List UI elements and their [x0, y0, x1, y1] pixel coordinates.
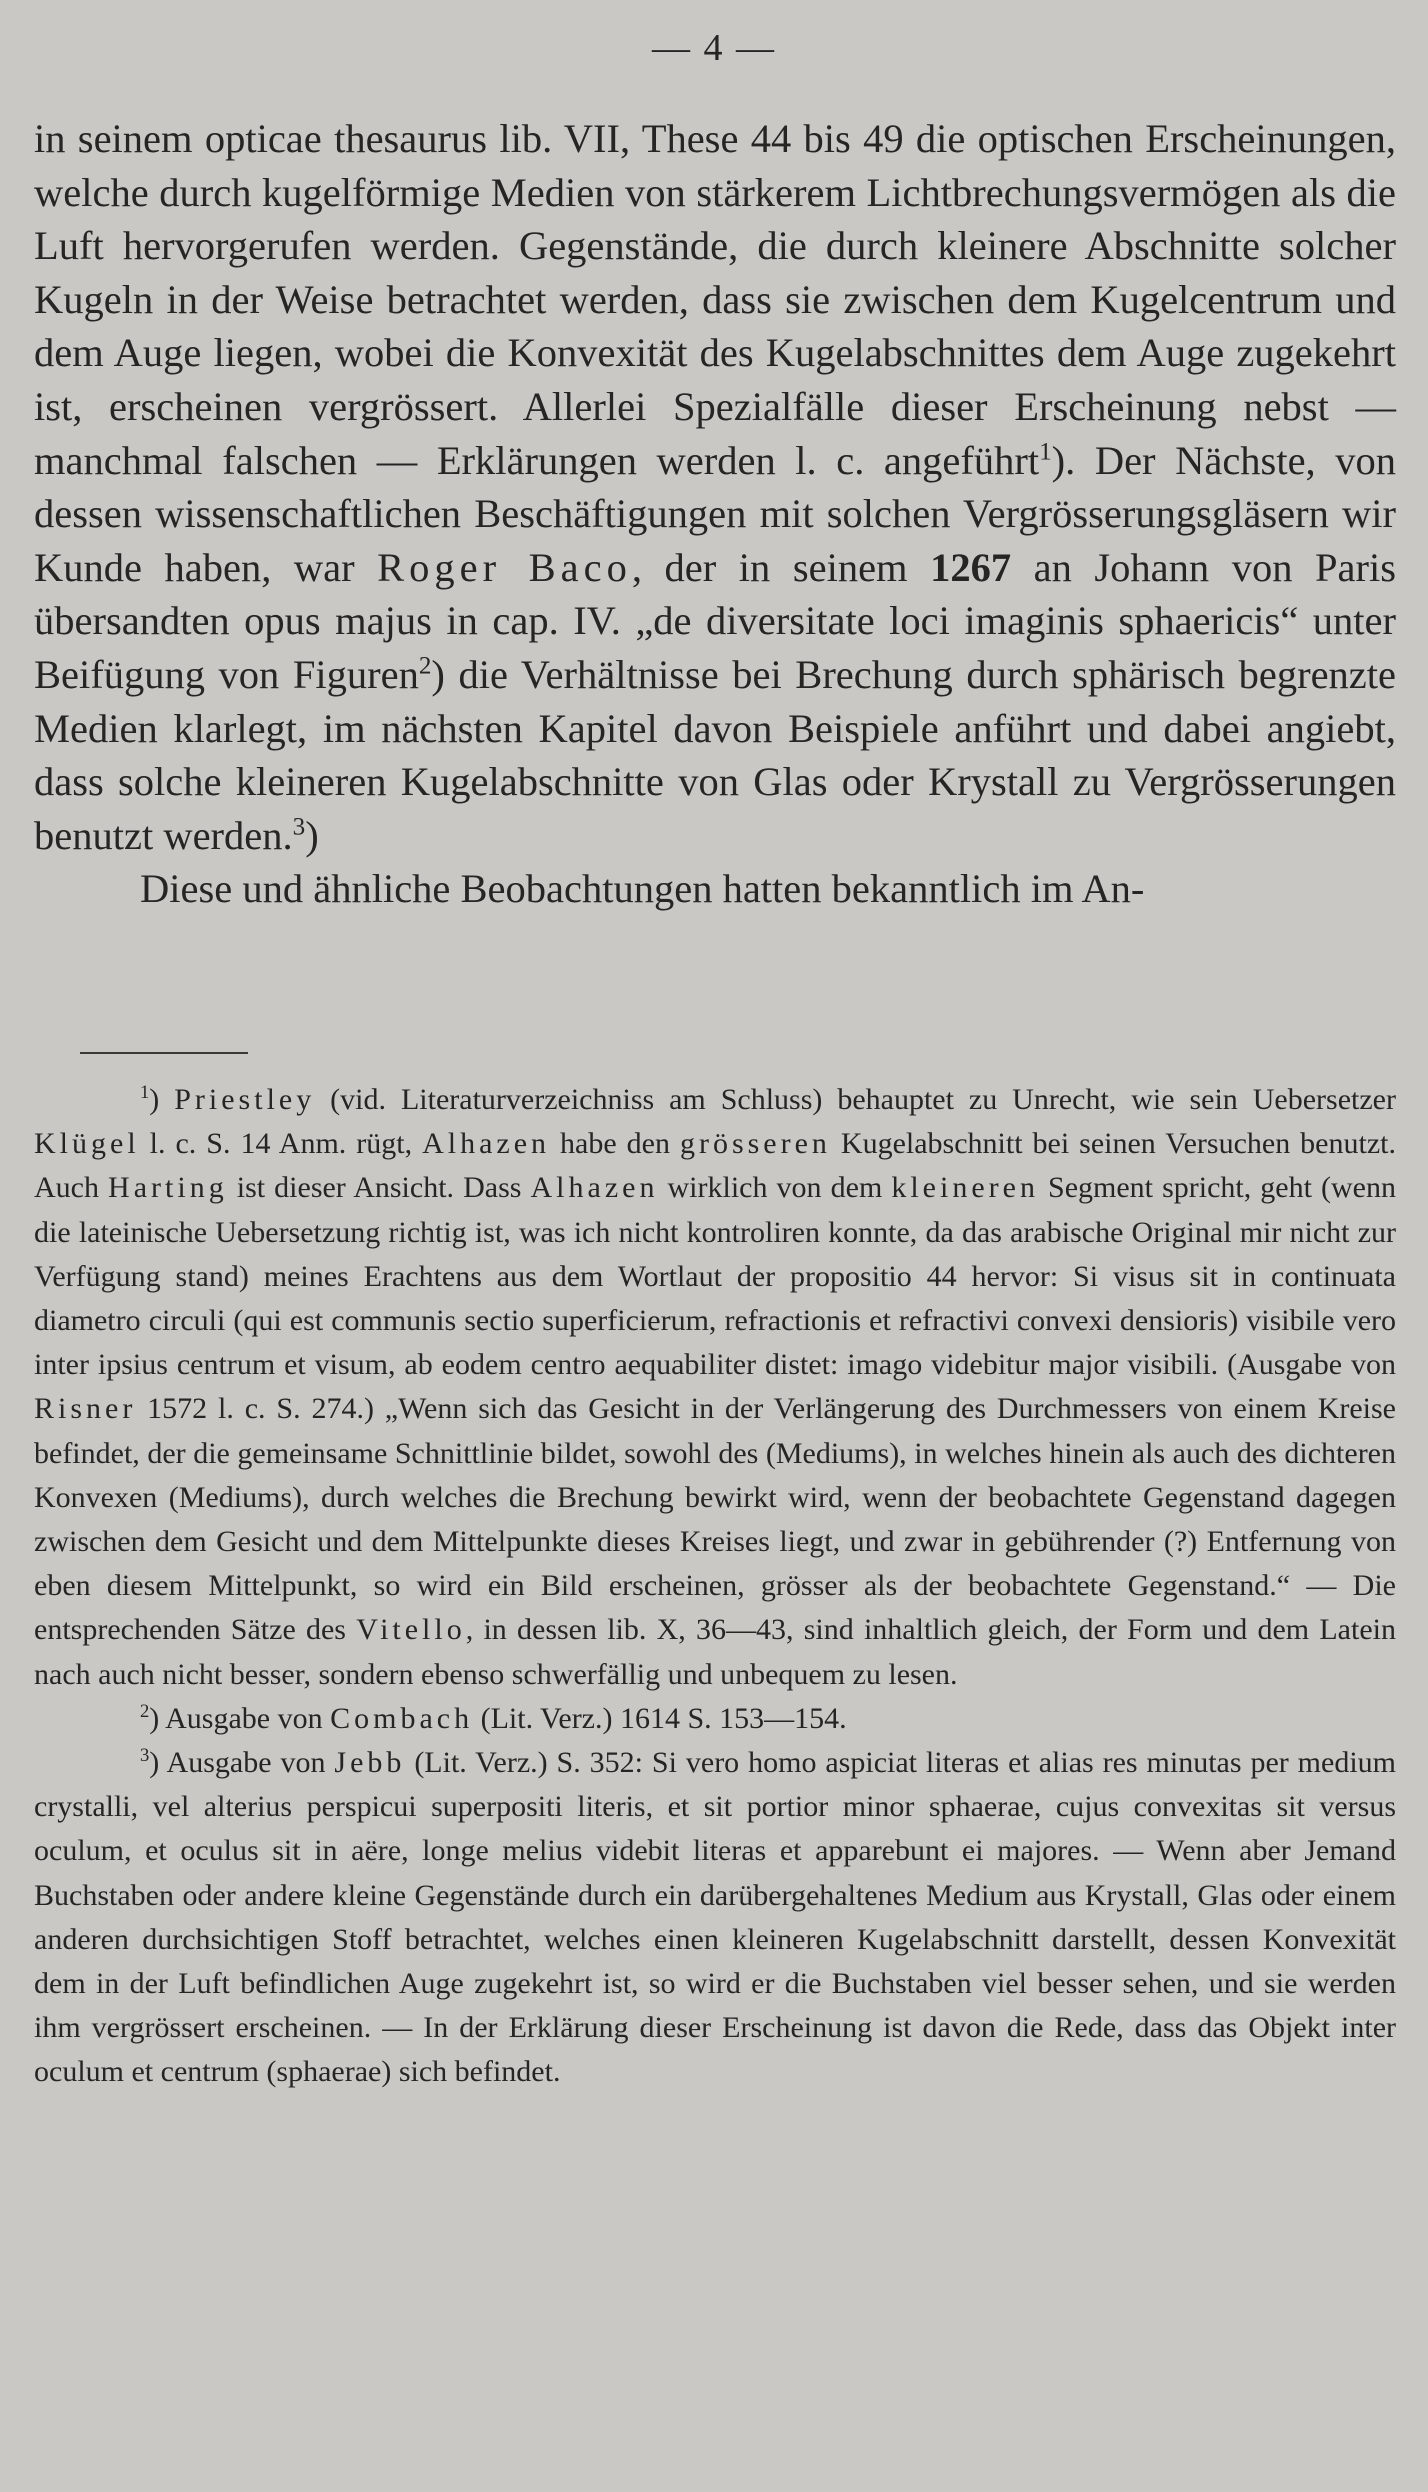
footnote-1-text-b: (vid. Literaturverzeichniss am Schluss) behauptet zu Unrecht, wie sein Uebersetzer [315, 1083, 1396, 1116]
footnote-3-text-a: ) Ausgabe von [149, 1746, 335, 1780]
word-groesseren: grösseren [679, 1127, 831, 1161]
footnote-1-text-g: wirklich von dem [658, 1171, 892, 1205]
footnote-divider [80, 1052, 248, 1054]
name-risner: Risner [34, 1392, 137, 1426]
footnote-3-marker: 3 [140, 1745, 150, 1767]
name-combach: Combach [330, 1701, 474, 1735]
footnote-ref-3: 3 [292, 813, 306, 841]
footnote-1-text-d: habe den [550, 1127, 680, 1161]
footnote-2-marker: 2 [140, 1700, 150, 1722]
paragraph-1-text-e: ) die Verhältnisse bei Brechung durch sphärisch begrenzte Medien klarlegt, im nächsten Kapitel davon Beispiele anführt und dabei angiebt, dass solche kleineren Kugelabschnitte von Glas oder Krystall zu Vergrösserungen benutzt werden. [34, 651, 1397, 858]
name-vitello: Vitello [356, 1613, 466, 1647]
name-jebb: Jebb [334, 1746, 406, 1780]
page-number: — 4 — [652, 27, 776, 69]
main-text [34, 112, 1396, 916]
footnote-1-text-f: ist dieser Ansicht. Dass [227, 1171, 531, 1205]
footnote-1-text-e: Kugelabschnitt bei seinen Versuchen benutzt. Auch [34, 1127, 1396, 1205]
paragraph-1-text-f: ) [305, 812, 319, 858]
year-1267: 1267 [930, 544, 1012, 590]
footnote-1 [34, 1078, 1396, 1697]
paragraph-1-text-d: an Johann von Paris übersandten opus majus in cap. IV. „de diversitate loci imaginis sphaericis“ unter Beifügung von Figuren [34, 544, 1396, 697]
paragraph-1 [34, 112, 1396, 862]
footnote-3 [34, 1741, 1396, 2095]
name-kluegel: Klügel [34, 1127, 140, 1161]
footnote-ref-1: 1 [1039, 438, 1052, 466]
footnote-2 [34, 1697, 1396, 1741]
footnote-1-text-j: , in dessen lib. X, 36—43, sind inhaltlich gleich, der Form und dem Latein nach auch nicht besser, sondern ebenso schwerfällig und unbequem zu lesen. [34, 1613, 1396, 1691]
paragraph-1-text-a: in seinem opticae thesaurus lib. VII, These 44 bis 49 die optischen Erscheinungen, welche durch kugelförmige Medien von stärkerem Lichtbrechungsvermögen als die Luft hervorgerufen werden. Gegenstände, die durch kleinere Abschnitte solcher Kugeln in der Weise betrachtet werden, dass sie zwischen dem Kugelcentrum und dem Auge liegen, wobei die Konvexität des Kugelabschnittes dem Auge zugekehrt ist, erscheinen vergrössert. Allerlei Spezialfälle dieser Erscheinung nebst — manchmal falschen — Erklärungen werden l. c. angeführt [34, 116, 1396, 483]
name-alhazen-1: Alhazen [422, 1127, 551, 1161]
footnote-1-text-i: 1572 l. c. S. 274.) „Wenn sich das Gesicht in der Verlängerung des Durchmessers von einem Kreise befindet, der die gemeinsame Schnittlinie bildet, sowohl des (Mediums), in welches hinein als auch des dichteren Konvexen (Mediums), durch welches die Brechung bewirkt wird, wenn der beobachtete Gegenstand dagegen zwischen dem Gesicht und dem Mittelpunkte dieses Kreises liegt, und zwar in gebührender (?) Entfernung von eben diesem Mittelpunkt, so wird ein Bild erscheinen, grösser als der beobachtete Gegenstand.“ — Die entsprechenden Sätze des [34, 1392, 1396, 1647]
name-priestley: Priestley [174, 1083, 316, 1116]
footnote-1-text-h: Segment spricht, geht (wenn die lateinische Uebersetzung richtig ist, was ich nicht kontroliren konnte, da das arabische Original mir nicht zur Verfügung stand) meines Erachtens aus dem Wortlaut der propositio 44 hervor: Si visus sit in continuata diametro circuli (qui est communis sectio superficierum, refractionis et refractivi convexi densioris) visibile vero inter ipsius centrum et visum, ab eodem centro aequabiliter distet: imago videbitur major visibili. (Ausgabe von [34, 1171, 1396, 1382]
word-kleineren: kleineren [891, 1171, 1039, 1205]
name-roger-baco: Roger Baco [377, 544, 632, 590]
footnote-1-text-a: ) [149, 1083, 175, 1116]
footnote-2-text-b: (Lit. Verz.) 1614 S. 153—154. [473, 1701, 847, 1735]
name-alhazen-2: Alhazen [530, 1171, 659, 1205]
footnote-3-text-b: (Lit. Verz.) S. 352: Si vero homo aspiciat literas et alias res minutas per medium crystalli, vel alterius perspicui superpositi literis, et sit portior minor sphaerae, cujus convexitas sit versus oculum, et oculus sit in aëre, longe melius videbit literas et apparebunt ei majores. — Wenn aber Jemand Buchstaben oder andere kleine Gegenstände durch ein darübergehaltenes Medium aus Krystall, Glas oder einem anderen durchsichtigen Stoff betrachtet, welches einen kleineren Kugelabschnitt darstellt, dessen Konvexität dem in der Luft befindlichen Auge zugekehrt ist, so wird er die Buchstaben viel besser sehen, und sie werden ihm vergrössert erscheinen. — In der Erklärung dieser Erscheinung ist davon die Rede, dass das Objekt inter oculum et centrum (sphaerae) sich befindet. [34, 1746, 1396, 2089]
footnote-1-marker: 1 [140, 1082, 150, 1103]
footnote-ref-2: 2 [418, 652, 432, 680]
footnotes [34, 1078, 1396, 2095]
paragraph-2: Diese und ähnliche Beobachtungen hatten bekanntlich im An- [140, 866, 1145, 912]
paragraph-1-text-b: ). Der Nächste, von dessen wissenschaftlichen Beschäftigungen mit solchen Vergrösserungsgläsern wir Kunde haben, war [34, 437, 1396, 590]
footnote-2-text-a: ) Ausgabe von [149, 1701, 331, 1735]
footnote-1-text-c: l. c. S. 14 Anm. rügt, [139, 1127, 423, 1161]
paragraph-1-text-c: , der in seinem [631, 544, 931, 590]
name-harting: Harting [108, 1171, 228, 1205]
